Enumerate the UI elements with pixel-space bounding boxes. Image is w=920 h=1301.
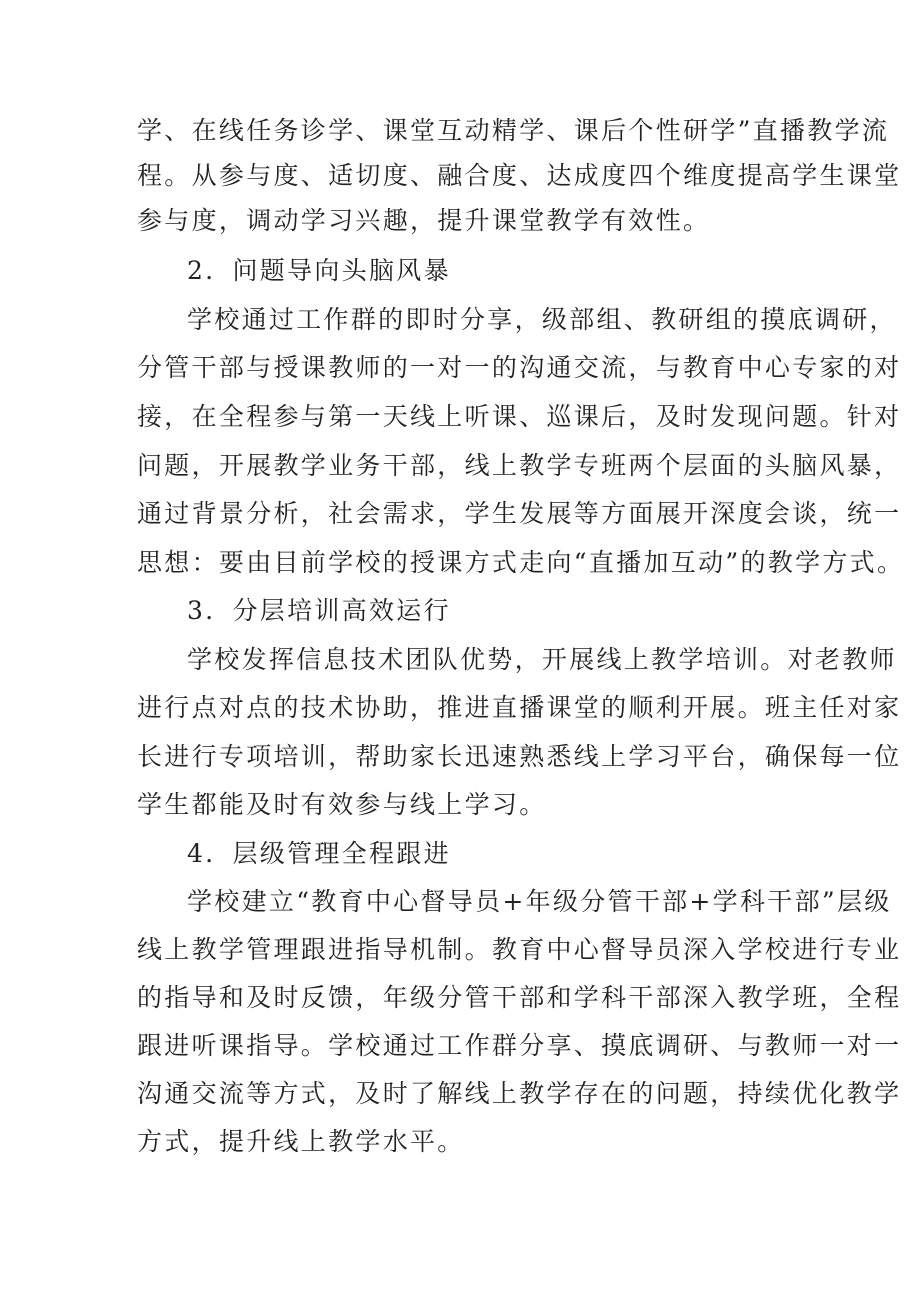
paragraph-4-line-5: 沟通交流等方式，及时了解线上教学存在的问题，持续优化教学 — [137, 1079, 902, 1108]
paragraph-2-line-4: 问题，开展教学业务干部，线上教学专班两个层面的头脑风暴， — [137, 451, 902, 480]
paragraph-2-line-3: 接，在全程参与第一天线上听课、巡课后，及时发现问题。针对 — [137, 402, 902, 431]
paragraph-1-line-3: 参与度，调动学习兴趣，提升课堂教学有效性。 — [137, 206, 711, 235]
section-heading-4: 4．层级管理全程跟进 — [187, 839, 451, 868]
paragraph-2-line-6: 思想：要由目前学校的授课方式走向“直播加互动”的教学方式。 — [137, 548, 905, 577]
paragraph-4-line-4: 跟进听课指导。学校通过工作群分享、摸底调研、与教师一对一 — [137, 1031, 902, 1060]
paragraph-1-line-1: 学、在线任务诊学、课堂互动精学、课后个性研学”直播教学流 — [137, 116, 890, 145]
paragraph-4-line-6: 方式，提升线上教学水平。 — [137, 1127, 465, 1156]
paragraph-1-line-2: 程。从参与度、适切度、融合度、达成度四个维度提高学生课堂 — [137, 161, 902, 190]
paragraph-2-line-1: 学校通过工作群的即时分享，级部组、教研组的摸底调研， — [187, 305, 897, 334]
paragraph-2-line-5: 通过背景分析，社会需求，学生发展等方面展开深度会谈，统一 — [137, 499, 902, 528]
paragraph-3-line-1: 学校发挥信息技术团队优势，开展线上教学培训。对老教师 — [187, 645, 897, 674]
paragraph-3-line-4: 学生都能及时有效参与线上学习。 — [137, 790, 547, 819]
paragraph-4-line-3: 的指导和及时反馈，年级分管干部和学科干部深入教学班，全程 — [137, 983, 902, 1012]
paragraph-4-line-2: 线上教学管理跟进指导机制。教育中心督导员深入学校进行专业 — [137, 935, 902, 964]
paragraph-3-line-3: 长进行专项培训，帮助家长迅速熟悉线上学习平台，确保每一位 — [137, 742, 902, 771]
section-heading-2: 2．问题导向头脑风暴 — [187, 256, 451, 285]
paragraph-2-line-2: 分管干部与授课教师的一对一的沟通交流，与教育中心专家的对 — [137, 353, 902, 382]
paragraph-4-line-1: 学校建立“教育中心督导员+年级分管干部+学科干部”层级 — [187, 887, 892, 916]
section-heading-3: 3．分层培训高效运行 — [187, 596, 451, 625]
paragraph-3-line-2: 进行点对点的技术协助，推进直播课堂的顺利开展。班主任对家 — [137, 693, 902, 722]
